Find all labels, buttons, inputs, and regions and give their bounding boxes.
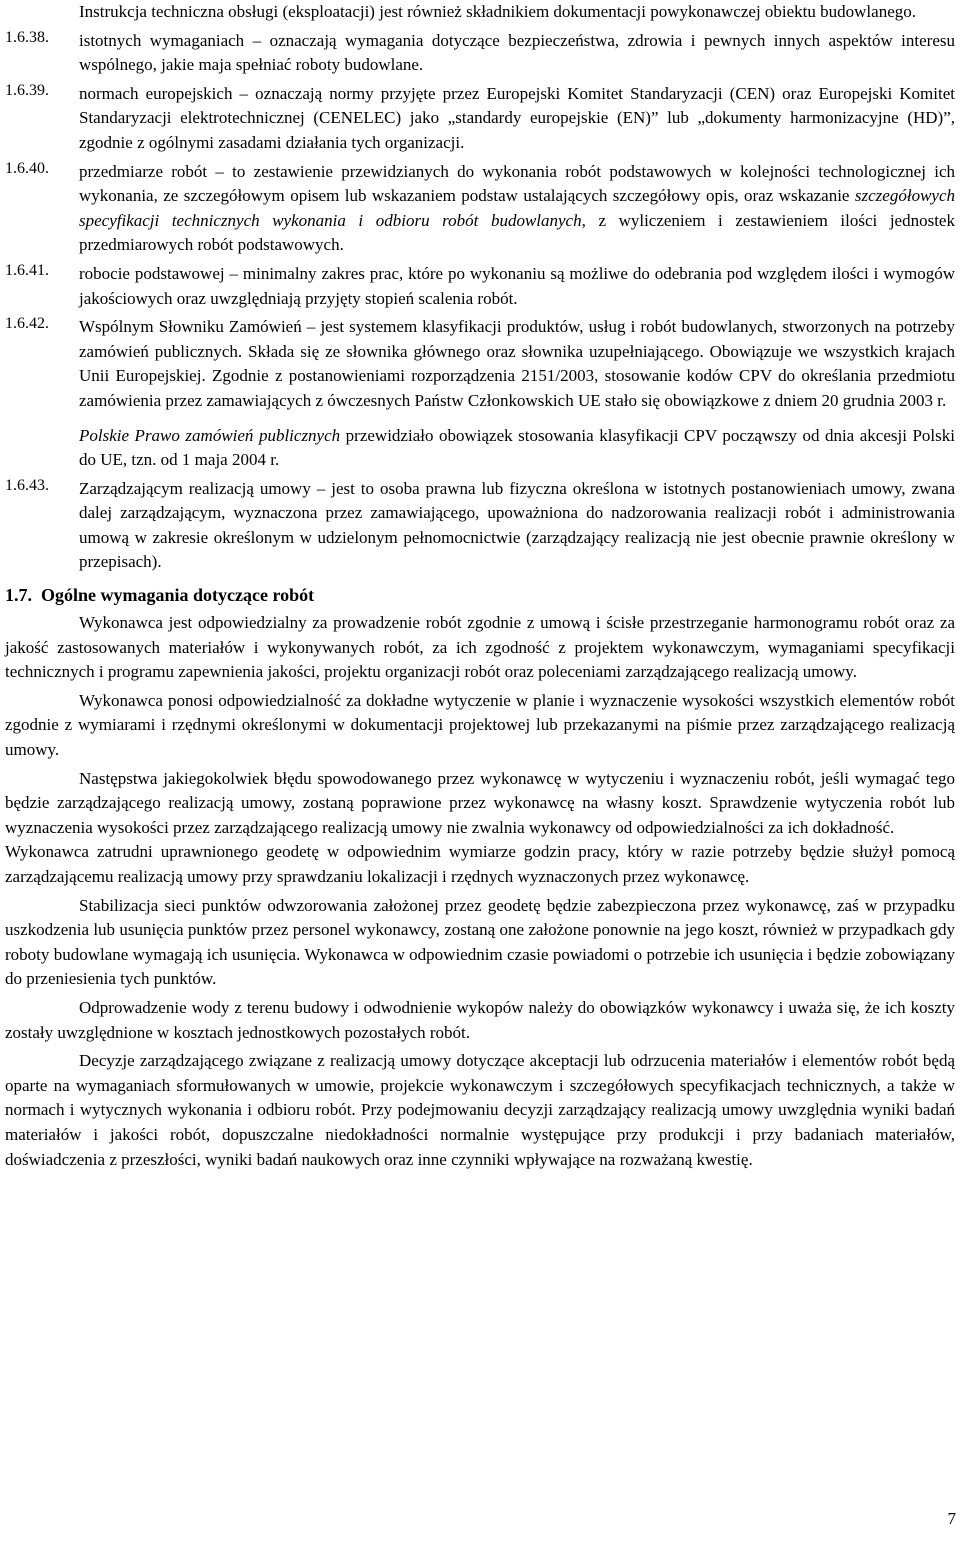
definition-text: istotnych wymaganiach – oznaczają wymagania dotyczące bezpieczeństwa, zdrowia i pewnych innych aspektów interesu wspólnego, jakie maja spełniać roboty budowlane. [79,30,955,75]
body-paragraph-6: Odprowadzenie wody z terenu budowy i odwodnienie wykopów należy do obowiązków wykonawcy i uważa się, że ich koszty zostały uwzględnione w kosztach jednostkowych pozostałych robót. [5,997,955,1042]
section-number: 1.7. [5,585,32,606]
intro-paragraph: Instrukcja techniczna obsługi (eksploatacji) jest również składnikiem dokumentacji powykonawczej obiektu budowlanego. [79,2,917,21]
definition-number: 1.6.41. [5,261,49,279]
definition-number: 1.6.39. [5,81,49,99]
definition-1-6-40 [5,160,955,258]
section-heading [5,583,955,607]
definition-number: 1.6.38. [5,28,49,46]
body-paragraph-4: Wykonawca zatrudni uprawnionego geodetę w odpowiednim wymiarze godzin pracy, który w razie potrzeby będzie służył pomocą zarządzającemu realizacją umowy przy sprawdzaniu lokalizacji i rzędnych wyznaczonych przez wykonawcę. [5,842,955,886]
definition-1-6-43 [5,477,955,575]
page-number: 7 [947,1509,956,1528]
definition-number: 1.6.42. [5,315,49,333]
definition-1-6-41 [5,262,955,311]
body-paragraph-5: Stabilizacja sieci punktów odwzorowania założonej przez geodetę będzie zabezpieczona przez wykonawcę, zaś w przypadku uszkodzenia lub usunięcia punktów przez personel wykonawcy, zostaną one założone ponownie na jego koszt, również w przypadkach gdy roboty budowlane wymagają ich usunięcia. Wykonawca w odpowiednim czasie powiadomi o potrzebie ich usunięcia i będzie zobowiązany do przeniesienia tych punktów. [5,895,955,989]
body-paragraph-1: Wykonawca jest odpowiedzialny za prowadzenie robót zgodnie z umową i ścisłe przestrzeganie harmonogramu robót oraz za jakość zastosowanych materiałów i wykonywanych robót, za ich zgodność z projektem wykonawczym, wymaganiami specyfikacji technicznych i programu zapewnienia jakości, projektu organizacji robót oraz poleceniami zarządzającego realizacją umowy. [5,613,955,682]
definition-1-6-38 [5,29,955,78]
section-title: Ogólne wymagania dotyczące robót [41,585,315,606]
definition-1-6-39 [5,82,955,156]
definition-text: robocie podstawowej – minimalny zakres prac, które po wykonaniu są możliwe do odebrania pod względem ilości i wymogów jakościowych oraz uwzględniają przyjęty stopień scalenia robót. [79,263,955,308]
document-page [5,0,955,1172]
definition-text-part-a: przedmiarze robót – to zestawienie przewidzianych do wykonania robót podstawowych w kolejności technologicznej ich wykonania, ze szczegółowym opisem lub wskazaniem podstaw ustalających szczegółowy opis, oraz wskazanie [79,161,955,206]
body-paragraph-7: Decyzje zarządzającego związane z realizacją umowy dotyczące akceptacji lub odrzucenia materiałów i elementów robót będą oparte na wymaganiach sformułowanych w umowie, projekcie wykonawczym i szczegółowych specyfikacjach technicznych, a także w normach i wytycznych wykonania i odbioru robót. Przy podejmowaniu decyzji zarządzający realizacją umowy uwzględnia wyniki badań materiałów i jakości robót, dopuszczalne niedokładności normalnie występujące przy produkcji i przy badaniach materiałów, doświadczenia z przeszłości, wyniki badań naukowych oraz inne czynniki wpływające na rozważaną kwestię. [5,1051,955,1169]
definition-text: Wspólnym Słowniku Zamówień – jest systemem klasyfikacji produktów, usług i robót budowlanych, stworzonych na potrzeby zamówień publicznych. Składa się ze słownika głównego oraz słownika uzupełniającego. Obowiązuje we wszystkich krajach Unii Europejskiej. Zgodnie z postanowieniami rozporządzenia 2151/2003, stosowanie kodów CPV do określania przedmiotu zamówienia przez zamawiających z ówczesnych Państw Członkowskich UE stało się obowiązkowe z dniem 20 grudnia 2003 r. [79,317,955,410]
definition-note [79,424,955,473]
definition-text: Zarządzającym realizacją umowy – jest to osoba prawna lub fizyczna określona w istotnych postanowieniach umowy, zwana dalej zarządzającym, wyznaczona przez zamawiającego, upoważniona do nadzorowania realizacji robót i administrowania umową w zakresie określonym w udzielonym pełnomocnictwie (zarządzający realizacją nie jest obecnie prawnie określony w przepisach). [79,478,955,572]
definition-text-italic: szczegółowych specyfikacji technicznych wykonania i odbioru robót budowlanych [79,186,955,230]
definition-text [79,160,955,258]
definition-text-part-b: , z wyliczeniem i zestawieniem ilości jednostek przedmiarowych robót podstawowych. [79,210,955,255]
definition-note-italic: Polskie Prawo zamówień publicznych [79,425,341,445]
definition-text: normach europejskich – oznaczają normy przyjęte przez Europejski Komitet Standaryzacji (CEN) oraz Europejski Komitet Standaryzacji elektrotechnicznej (CENELEC) jako „standardy europejskie (EN)” lub „dokumenty harmonizacyjne (HD)”, zgodnie z ogólnymi zasadami działania tych organizacji. [79,83,955,152]
body-paragraph-2: Wykonawca ponosi odpowiedzialność za dokładne wytyczenie w planie i wyznaczenie wysokości wszystkich elementów robót zgodnie z wymiarami i rzędnymi określonymi w dokumentacji projektowej lub przekazanymi na piśmie przez zarządzającego realizacją umowy. [5,690,955,760]
definition-number: 1.6.40. [5,159,49,177]
definition-1-6-42 [5,315,955,473]
body-paragraph-3: Następstwa jakiegokolwiek błędu spowodowanego przez wykonawcę w wytyczeniu i wyznaczeniu robót, jeśli wymagać tego będzie zarządzającego realizacją umowy, zostaną poprawione przez wykonawcę na własny koszt. Sprawdzenie wytyczenia robót lub wyznaczenia wysokości przez zarządzającego realizacją umowy nie zwalnia wykonawcy od odpowiedzialności za ich dokładność. [5,768,955,837]
definition-note-rest: przewidziało obowiązek stosowania klasyfikacji CPV począwszy od dnia akcesji Polski do UE, tzn. od 1 maja 2004 r. [79,425,955,470]
definition-number: 1.6.43. [5,476,49,494]
